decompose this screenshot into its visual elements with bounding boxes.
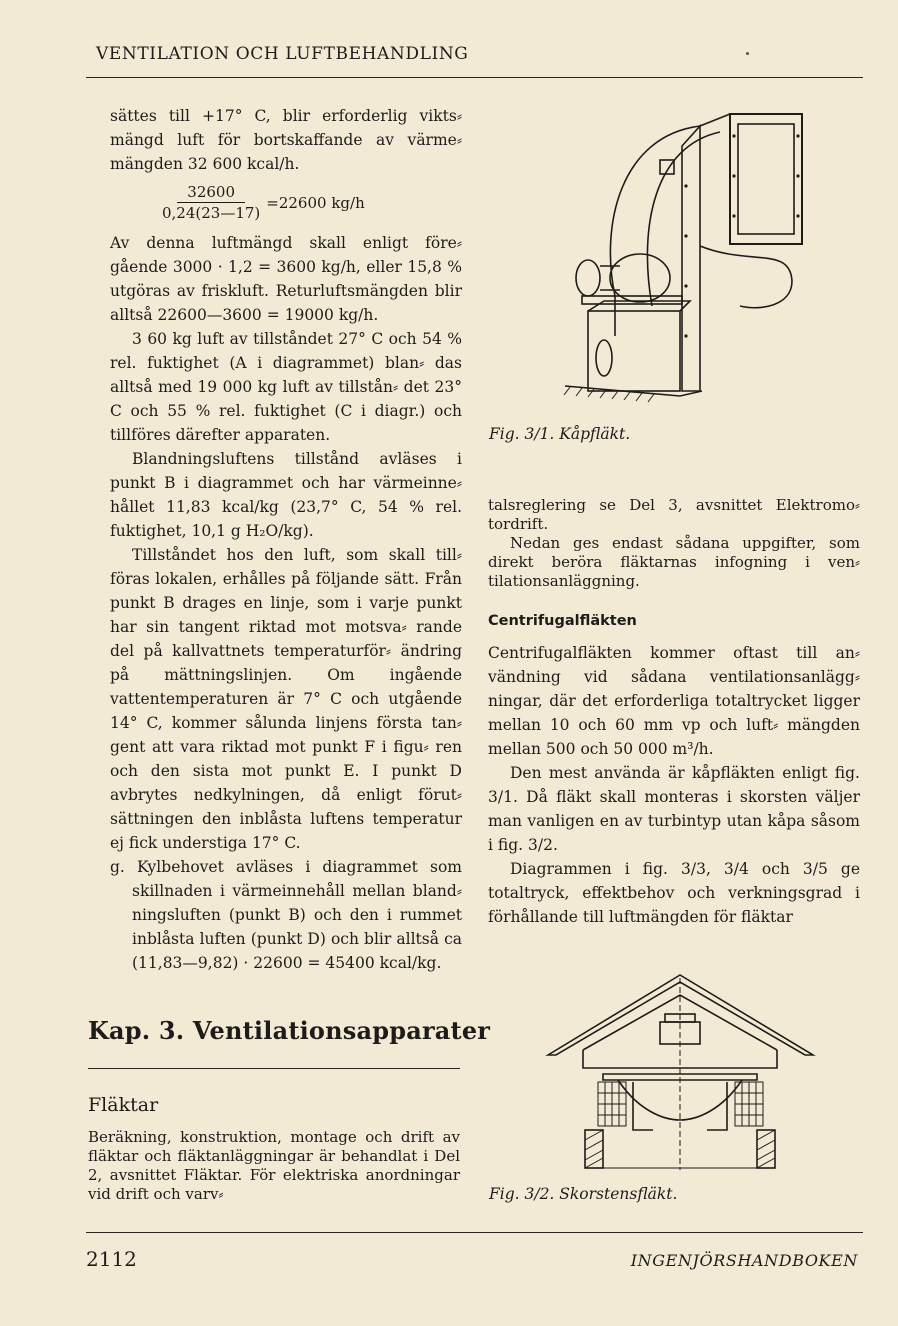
paragraph-4: Blandningsluftens tillstånd avläses i punkt B i diagrammet och har värmeinne⸗ hållet 11,83 kcal/kg (23,7° C, 54 % rel. fuktighet, 10,1 g H₂O/kg). <box>110 450 462 540</box>
right-column <box>488 496 860 929</box>
fig1-side-edge <box>700 114 730 126</box>
paragraph-r4: Den mest använda är kåpfläkten enligt fig. 3/1. Då fläkt skall monteras i skorsten väljer man vanligen en av turbintyp utan kåpa såsom i fig. 3/2. <box>488 764 860 854</box>
fig2-right-grid <box>735 1082 763 1126</box>
fig1-outlet-frame <box>730 114 802 244</box>
paragraph-r2: Nedan ges endast sådana uppgifter, som direkt beröra fläktarnas infogning i ven⸗ tilationsanläggning. <box>488 534 860 590</box>
footer-rule <box>86 1232 863 1233</box>
paragraph-r5: Diagrammen i fig. 3/3, 3/4 och 3/5 ge totaltryck, effektbehov och verkningsgrad i förhållande till luftmängden för fläktar <box>488 860 860 926</box>
subheading-centrifugal: Centrifugalfläkten <box>488 613 637 629</box>
formula <box>162 182 462 223</box>
paragraph-1: sättes till +17° C, blir erforderlig vikts⸗ mängd luft för bortskaffande av värme⸗ mängden 32 600 kcal/h. <box>110 107 462 173</box>
paragraph-r1: talsreglering se Del 3, avsnittet Elektromo⸗ tordrift. <box>488 496 860 533</box>
fig2-illustration <box>543 970 818 1175</box>
paragraph-5: Tillståndet hos den luft, som skall till⸗ föras lokalen, erhålles på följande sätt. Från punkt B drages en linje, som i varje punkt har sin tangent riktad mot motsva⸗ rande del på kallvattnets temperaturför⸗ ändring på mättningslinjen. Om ingående vattentemperaturen är 7° C och utgående 14° C, kommer sålunda linjens första tan⸗ gent att vara riktad mot punkt F i figu⸗ ren och den sista mot punkt E. I punkt D avbrytes nedkylningen, då enligt förut⸗ sättningen den inblåsta luftens temperatur ej fick understiga 17° C. <box>110 546 462 852</box>
formula-result: =22600 kg/h <box>266 193 365 212</box>
fans-paragraph: Beräkning, konstruktion, montage och drift av fläktar och fläktanläggningar är behandlat i Del 2, avsnittet Fläktar. För elektriska anordningar vid drift och varv⸗ <box>88 1128 460 1203</box>
formula-fraction <box>162 182 260 223</box>
header-rule <box>86 77 863 78</box>
fig1-caption: Fig. 3/1. Kåpfläkt. <box>489 425 631 443</box>
footer-book-title: INGENJÖRSHANDBOKEN <box>630 1251 858 1270</box>
fig1-pedestal <box>588 311 680 391</box>
formula-denominator: 0,24(23—17) <box>162 204 261 222</box>
fig1-inlet <box>596 340 612 376</box>
chapter-title: Kap. 3. Ventilationsapparater <box>88 1016 491 1045</box>
chapter-rule <box>88 1068 460 1069</box>
formula-numerator: 32600 <box>177 182 245 203</box>
paragraph-6: g. Kylbehovet avläses i diagrammet som skillnaden i värmeinnehåll mellan bland⸗ ningsluften (punkt B) och den i rummet inblåsta luften (punkt D) och blir alltså ca (11,83—9,82) · 22600 = 45400 kcal/kg. <box>110 858 462 972</box>
running-header: VENTILATION OCH LUFTBEHANDLING <box>96 44 469 64</box>
fig1-illustration <box>560 106 810 406</box>
left-column <box>110 104 462 975</box>
fig2-caption: Fig. 3/2. Skorstensfläkt. <box>489 1185 678 1203</box>
fig1-housing-inner <box>647 132 720 306</box>
section-title: Fläktar <box>88 1094 159 1116</box>
page-number: 2112 <box>86 1247 137 1271</box>
fig1-motor-end <box>576 260 600 296</box>
fig1-motor-body <box>610 254 670 302</box>
fig1-volute <box>700 246 792 308</box>
fig2-left-grid <box>598 1082 626 1126</box>
fig1-outlet-inner <box>738 124 794 234</box>
fig1-motor-base <box>582 296 682 304</box>
paragraph-3: 3 60 kg luft av tillståndet 27° C och 54 % rel. fuktighet (A i diagrammet) blan⸗ das alltså med 19 000 kg luft av tillstån⸗ det 23° C och 55 % rel. fuktighet (C i diagr.) och tillföres därefter apparaten. <box>110 330 462 444</box>
paragraph-r3: Centrifugalfläkten kommer oftast till an⸗ vändning vid sådana ventilationsanlägg⸗ ningar, där det erforderliga totaltrycket ligger mellan 10 och 60 mm vp och luft⸗ mängden mellan 500 och 50 000 m³/h. <box>488 644 860 758</box>
print-speck <box>746 52 749 55</box>
paragraph-2: Av denna luftmängd skall enligt före⸗ gående 3000 · 1,2 = 3600 kg/h, eller 15,8 % utgöras av friskluft. Returluftsmängden blir alltså 22600—3600 = 19000 kg/h. <box>110 234 462 324</box>
fig1-side-panel <box>682 126 700 391</box>
